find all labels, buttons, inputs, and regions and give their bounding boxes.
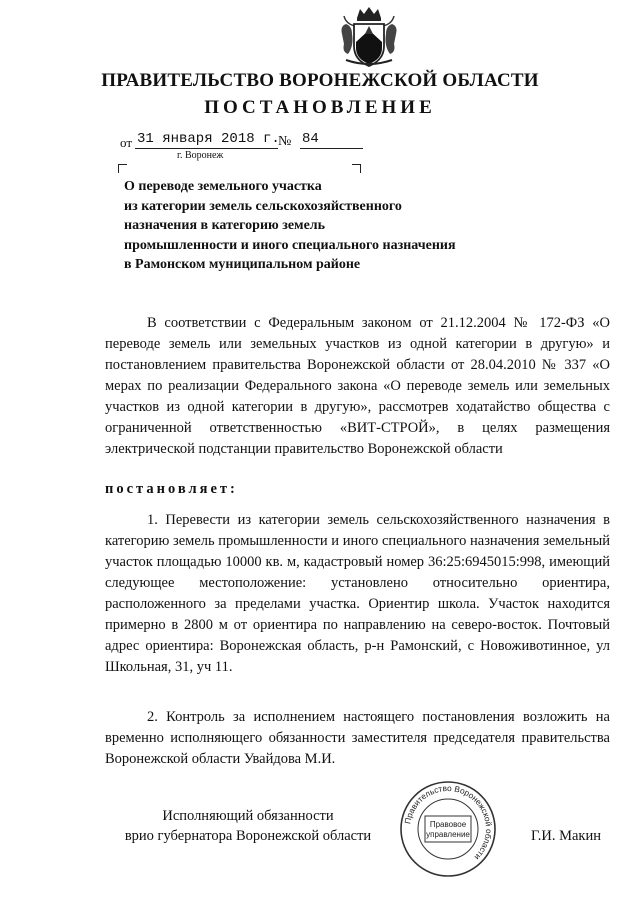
document-subject <box>124 177 564 275</box>
organization-title: ПРАВИТЕЛЬСТВО ВОРОНЕЖСКОЙ ОБЛАСТИ <box>101 70 539 91</box>
number-underline <box>300 148 363 149</box>
subject-line: в Рамонском муниципальном районе <box>124 257 361 272</box>
stamp-ring-text: Правительство Воронежской области <box>402 782 495 863</box>
signatory-title-line: Исполняющий обязанности <box>162 808 334 824</box>
subject-corner-right <box>352 164 361 173</box>
date-prefix-label: от <box>120 135 133 150</box>
document-type: ПОСТАНОВЛЕНИЕ <box>204 97 436 118</box>
date-underline <box>135 148 278 149</box>
number-sign: № <box>278 134 292 149</box>
signatory-name: Г.И. Макин <box>531 828 601 844</box>
subject-line: назначения в категорию земель <box>124 218 326 233</box>
decree-word: постановляет: <box>105 481 238 497</box>
coat-of-arms-emblem <box>338 4 400 70</box>
subject-line: из категории земель сельскохозяйственного <box>124 198 402 214</box>
subject-line: промышленности и иного специального назначения <box>124 237 456 253</box>
city-label: г. Воронеж <box>177 150 224 161</box>
legal-department-stamp <box>398 779 498 879</box>
subject-corner-left <box>118 164 127 173</box>
clause-1-paragraph: 1. Перевести из категории земель сельскохозяйственного назначения в категорию земель промышленности и иного специального назначения земельный участок площадью 10000 кв. м, кадастровый номер 36:25:6945015:998, имеющий следующее местоположение: установлено относительно ориентира, расположенного за пределами участка. Ориентир школа. Участок находится примерно в 2800 м от ориентира по направлению на северо-восток. Почтовый адрес ориентира: Воронежская область, р-н Рамонский, с Новоживотинное, ул Школьная, 31, уч 11. <box>105 512 610 675</box>
subject-line: О переводе земельного участка <box>124 179 322 194</box>
document-number: 84 <box>302 131 319 147</box>
signatory-title-line: врио губернатора Воронежской области <box>124 828 372 844</box>
document-date: 31 января 2018 г. <box>137 131 280 147</box>
preamble-paragraph: В соответствии с Федеральным законом от 21.12.2004 № 172-ФЗ «О переводе земель или земельных участков из одной категории в другую» и постановлением правительства Воронежской области от 28.04.2010 № 337 «О мерах по реализации Федерального закона «О переводе земель или земельных участков из одной категории в другую», рассмотрев ходатайство общества с ограниченной ответственностью «ВИТ-СТРОЙ», в целях размещения электрической подстанции правительство Воронежской области <box>105 315 610 457</box>
stamp-center-line1: Правовое <box>429 820 467 829</box>
signatory-title <box>118 806 378 846</box>
stamp-center-line2: управление <box>426 830 470 839</box>
clause-2-paragraph: 2. Контроль за исполнением настоящего постановления возложить на временно исполняющего обязанности заместителя председателя правительства Воронежской области Увайдова М.И. <box>105 709 610 767</box>
